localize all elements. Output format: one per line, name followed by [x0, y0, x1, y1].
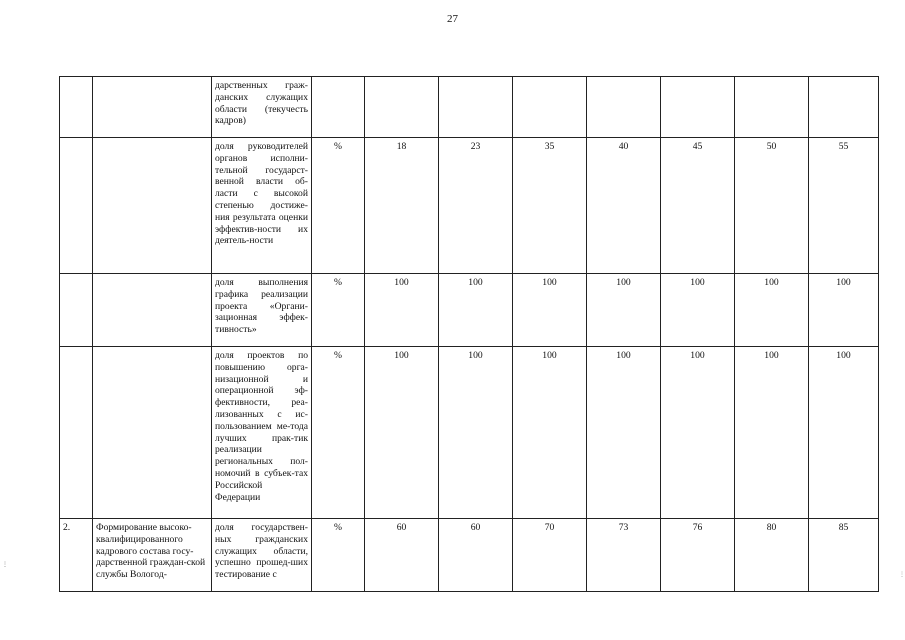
table-row	[60, 274, 879, 347]
value-cell: 80	[735, 519, 809, 592]
value-cell: 35	[513, 138, 587, 274]
indicator-cell: доля выполнения графика реализации проекта «Органи-зационная эффек-тивность»	[212, 274, 312, 347]
value-cell: 100	[735, 347, 809, 519]
value-cell: 100	[809, 347, 879, 519]
table-row	[60, 519, 879, 592]
row-number-cell	[60, 347, 93, 519]
unit-cell: %	[312, 347, 365, 519]
value-cell	[439, 77, 513, 138]
table-row	[60, 77, 879, 138]
value-cell	[661, 77, 735, 138]
value-cell: 73	[587, 519, 661, 592]
value-cell: 18	[365, 138, 439, 274]
value-cell: 100	[513, 274, 587, 347]
value-cell	[513, 77, 587, 138]
value-cell: 100	[439, 274, 513, 347]
value-cell: 100	[513, 347, 587, 519]
value-cell: 100	[365, 274, 439, 347]
value-cell: 50	[735, 138, 809, 274]
value-cell: 100	[587, 347, 661, 519]
value-cell: 100	[661, 347, 735, 519]
goal-cell	[93, 138, 212, 274]
indicators-table	[59, 76, 879, 592]
row-number-cell	[60, 77, 93, 138]
value-cell	[587, 77, 661, 138]
unit-cell: %	[312, 138, 365, 274]
row-number-cell	[60, 274, 93, 347]
value-cell: 55	[809, 138, 879, 274]
unit-cell	[312, 77, 365, 138]
value-cell	[365, 77, 439, 138]
row-number-cell	[60, 138, 93, 274]
goal-cell	[93, 77, 212, 138]
value-cell: 100	[809, 274, 879, 347]
value-cell: 40	[587, 138, 661, 274]
value-cell: 100	[365, 347, 439, 519]
value-cell: 60	[439, 519, 513, 592]
value-cell: 100	[661, 274, 735, 347]
value-cell	[809, 77, 879, 138]
scan-edge-mark-right: ⋮	[899, 572, 905, 578]
scan-edge-mark: ⋮	[2, 562, 8, 568]
value-cell: 45	[661, 138, 735, 274]
unit-cell: %	[312, 519, 365, 592]
indicator-cell: доля руководителей органов исполни-тельной государст-венной власти об-ласти с высокой степенью достиже-ния результата оценки эффектив-ности их деятель-ности	[212, 138, 312, 274]
value-cell: 100	[735, 274, 809, 347]
value-cell	[735, 77, 809, 138]
table-row	[60, 347, 879, 519]
goal-cell	[93, 274, 212, 347]
page-number: 27	[447, 13, 458, 25]
indicator-cell: доля государствен-ных гражданских служащих области, успешно прошед-ших тестирование с	[212, 519, 312, 592]
value-cell: 23	[439, 138, 513, 274]
value-cell: 70	[513, 519, 587, 592]
value-cell: 100	[439, 347, 513, 519]
unit-cell: %	[312, 274, 365, 347]
value-cell: 100	[587, 274, 661, 347]
indicator-cell: доля проектов по повышению орга-низационной и операционной эф-фективности, реа-лизованных с ис-пользованием ме-тода лучших прак-тик реализации региональных пол-номочий в субъек-тах Российской Федерации	[212, 347, 312, 519]
table-row	[60, 138, 879, 274]
value-cell: 76	[661, 519, 735, 592]
row-number-cell: 2.	[60, 519, 93, 592]
indicator-cell: дарственных граж-данских служащих области (текучесть кадров)	[212, 77, 312, 138]
value-cell: 85	[809, 519, 879, 592]
value-cell: 60	[365, 519, 439, 592]
goal-cell	[93, 347, 212, 519]
goal-cell: Формирование высоко-квалифицированного кадрового состава госу-дарственной граждан-ской службы Вологод-	[93, 519, 212, 592]
